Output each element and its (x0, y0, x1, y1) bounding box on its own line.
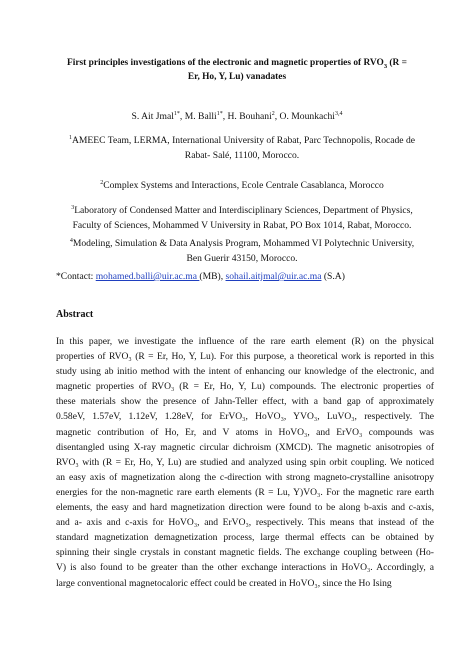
abstract-line: energies for the non-magnetic rare earth elements (R = Lu, Y)VO₃. For the magnetic rare earth (56, 486, 434, 498)
affiliation-4 (56, 236, 428, 266)
affiliation-3 (56, 203, 428, 233)
abstract-line: properties of RVO₃ (R = Er, Ho, Y, Lu). For this purpose, a theoretical work is reported in this (56, 351, 434, 363)
author-2-sup: 1* (216, 110, 223, 117)
abstract-line: In this paper, we investigate the influence of the rare earth element (R) on the physical (56, 336, 434, 347)
author-3-sup: 2 (271, 110, 275, 117)
abstract-line: RVO₃ with (R = Er, Ho, Y, Lu) are studied and analyzed using spin orbit coupling. We noticed (56, 456, 434, 468)
title-line-1: First principles investigations of the electronic and magnetic properties of RVO (67, 58, 384, 68)
abstract-line: 0.58eV, 1.57eV, 1.12eV, 1.28eV, for ErVO₃, HoVO₃, YVO₃, LuVO₃, respectively. The (56, 411, 434, 423)
affiliation-2-sup: 2 (100, 179, 104, 186)
contact-initials-mb: (MB), (199, 271, 226, 282)
affiliation-2 (56, 178, 428, 193)
title-line-1-end: (R = (387, 58, 407, 68)
abstract-line: study using ab initio method with the intent of enhancing our knowledge of the electronic, and (56, 366, 434, 378)
paper-title (46, 56, 428, 84)
author-4-sup: 3,4 (334, 110, 343, 117)
abstract-line: an easy axis of magnetization along the c-direction with strong magneto-crystalline anisotropy (56, 471, 434, 483)
abstract-line: large conventional magnetocaloric effect could be created in HoVO₃, since the Ho Ising (56, 577, 392, 589)
affiliation-3-sup: 3 (71, 204, 75, 211)
author-2: , M. Balli (179, 111, 217, 122)
abstract-line: elements, the easy and hard magnetization direction were found to be along b-axis and c-axis, (56, 502, 434, 514)
affiliation-2-text: Complex Systems and Interactions, Ecole Centrale Casablanca, Morocco (103, 180, 384, 191)
abstract-line: spinning their single crystals in constant magnetic fields. The exchange coupling between (Ho- (56, 547, 434, 559)
abstract-body (56, 334, 434, 591)
abstract-line: standard magnetization demagnetization process, large thermal effects can be obtained by (56, 532, 434, 544)
title-line-2: Er, Ho, Y, Lu) vanadates (187, 72, 287, 82)
affiliation-3-line-2: Faculty of Sciences, Mohammed V University in Rabat, PO Box 1014, Rabat, Morocco. (72, 220, 412, 231)
author-4: , O. Mounkachi (274, 111, 335, 122)
author-1-sup: 1* (173, 110, 180, 117)
affiliation-4-sup: 4 (69, 237, 73, 244)
abstract-line: V) is also found to be greater than the other exchange interactions in HoVO₃. Accordingly, a (56, 562, 434, 574)
contact-initials-sa: (S.A) (321, 271, 345, 282)
affiliation-1-sup: 1 (68, 134, 72, 141)
email-link-aitjmal[interactable]: sohail.aitjmal@uir.ac.ma (225, 271, 322, 282)
contact-label: *Contact: (56, 271, 96, 282)
contact-line (56, 270, 434, 284)
author-3: , H. Bouhani (222, 111, 272, 122)
title-subscript: 3 (383, 62, 388, 70)
affiliation-4-line-1: Modeling, Simulation & Data Analysis Program, Mohammed VI Polytechnic University, (72, 238, 415, 249)
abstract-line: magnetic properties of RVO₃ (R = Er, Ho, Y, Lu) compounds. The electronic properties of (56, 381, 434, 393)
abstract-line: disentangled using X-ray magnetic circular dichroism (XMCD). The magnetic anisotropies of (56, 441, 434, 453)
author-1: S. Ait Jmal (131, 111, 174, 122)
abstract-heading: Abstract (56, 309, 94, 320)
author-list (46, 110, 428, 123)
affiliation-1-line-2: Rabat- Salé, 11100, Morocco. (184, 150, 300, 161)
abstract-line: these materials show the presence of Jahn-Teller effect, with a band gap of approximately (56, 396, 434, 408)
affiliation-4-line-2: Ben Guerir 43150, Morocco. (186, 253, 298, 264)
abstract-line: and a- axis and c-axis for HoVO₃, and ErVO₃, respectively. This means that instead of the (56, 517, 434, 529)
affiliation-1 (56, 133, 428, 163)
abstract-line: magnetic contribution of Ho, Er, and V atoms in HoVO₃, and ErVO₃ compounds was (56, 426, 434, 438)
affiliation-3-line-1: Laboratory of Condensed Matter and Interdisciplinary Sciences, Department of Physics, (74, 205, 413, 216)
affiliation-1-line-1: AMEEC Team, LERMA, International University of Rabat, Parc Technopolis, Rocade de (71, 135, 416, 146)
email-link-balli[interactable]: mohamed.balli@uir.ac.ma (95, 271, 200, 282)
